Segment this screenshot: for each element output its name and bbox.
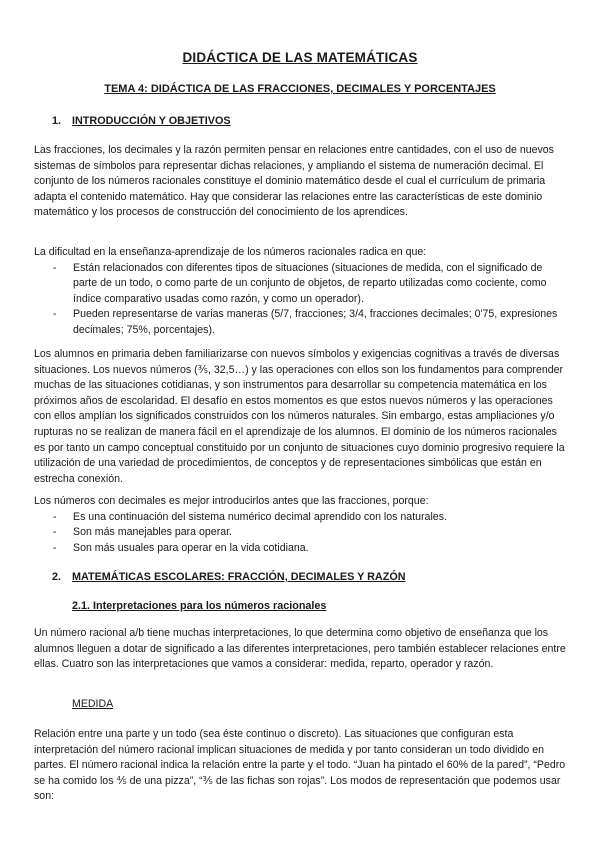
list-item: - Son más manejables para operar.	[53, 526, 232, 539]
list-item: - Es una continuación del sistema numérico decimal aprendido con los naturales.	[53, 510, 447, 523]
list-item: - Son más usuales para operar en la vida cotidiana.	[53, 541, 309, 554]
list-item: - Están relacionados con diferentes tipos de situaciones (situaciones de medida, con el significado de parte de un todo, o como parte de un conjunto de objetos, de reparto utilizadas como cociente, como índice comparativo usadas como razón, y como un operador).	[53, 261, 547, 305]
section-title: MATEMÁTICAS ESCOLARES: FRACCIÓN, DECIMALES Y RAZÓN	[72, 571, 406, 583]
paragraph-text: Relación entre una parte y un todo (sea éste continuo o discreto). Las situaciones que configuran esta interpretación del número racional implican situaciones de medida y por tanto consideran un todo dividido en partes. El número racional indica la relación entre la parte y el todo. “Juan ha pintado el 60% de la pared”, “Pedro se ha comido los ⅘ de una pizza”, “⅗ de las fichas son rojas”. Los modos de representación que podemos usar son:	[34, 728, 566, 803]
paragraph-text: Las fracciones, los decimales y la razón permiten pensar en relaciones entre cantidades, con el uso de nuevos sistemas de símbolos para representar dichas relaciones, y ampliando el sistema de numeración decimal. El conjunto de los números racionales constituye el dominio matemático desde el cual el currículum de primaria adapta el contenido matemático. Hay que considerar las relaciones entre las características de este dominio matemático y los procesos de construcción del conocimiento de los aprendices.	[34, 144, 554, 219]
paragraph-text: Los alumnos en primaria deben familiarizarse con nuevos símbolos y exigencias cognitivas a través de diversas situaciones. Los nuevos números (⅗, 32,5…) y las operaciones con ellos son los fundamentos para comprender muchas de las situaciones cotidianas, y son instrumentos para desarrollar su competencia matemática en los próximos años de escolaridad. El desafío en estos momentos es que estos nuevos números y las operaciones con ellos amplían los significados construidos con los números naturales. Sin embargo, estas ampliaciones y/o rupturas no se realizan de manera fácil en el aprendizaje de los alumnos. El dominio de los números racionales es por tanto un campo conceptual constituido por un conjunto de situaciones cuyo dominio progresivo requiere la utilización de una variedad de procedimientos, de conceptos y de representaciones simbólicas que están en estrecha conexión.	[34, 348, 565, 485]
difficulty-list	[34, 261, 566, 339]
list-item: - Pueden representarse de varias maneras (5/7, fracciones; 3/4, fracciones decimales; 0'75, expresiones decimales; 75%, porcentajes).	[53, 308, 558, 336]
paragraph-students	[34, 347, 566, 487]
subsection-2-1-heading	[72, 599, 326, 615]
paragraph-difficulty	[34, 245, 566, 339]
section-1-heading	[52, 114, 231, 130]
paragraph-medida	[34, 727, 566, 805]
paragraph-decimals	[34, 494, 566, 556]
section-number: 1.	[52, 115, 62, 127]
section-2-heading	[52, 570, 406, 586]
paragraph-intro	[34, 143, 566, 221]
document-title: DIDÁCTICA DE LAS MATEMÁTICAS	[182, 50, 418, 65]
document-subtitle: TEMA 4: DIDÁCTICA DE LAS FRACCIONES, DECIMALES Y PORCENTAJES	[104, 83, 496, 95]
decimals-list	[34, 510, 566, 557]
medida-label: MEDIDA	[72, 698, 114, 710]
section-number: 2.	[52, 571, 62, 583]
paragraph-interpretations	[34, 626, 566, 673]
paragraph-text: La dificultad en la enseñanza-aprendizaje de los números racionales radica en que:	[34, 246, 427, 258]
paragraph-text: Los números con decimales es mejor introducirlos antes que las fracciones, porque:	[34, 495, 429, 507]
section-title: INTRODUCCIÓN Y OBJETIVOS	[72, 115, 231, 127]
subsection-title: 2.1. Interpretaciones para los números racionales	[72, 600, 327, 612]
paragraph-text: Un número racional a/b tiene muchas interpretaciones, lo que determina como objetivo de enseñanza que los alumnos lleguen a dotar de significado a las diferentes interpretaciones, pero también establecer relaciones entre ellas. Cuatro son las interpretaciones que vamos a considerar: medida, reparto, operador y razón.	[34, 627, 566, 671]
